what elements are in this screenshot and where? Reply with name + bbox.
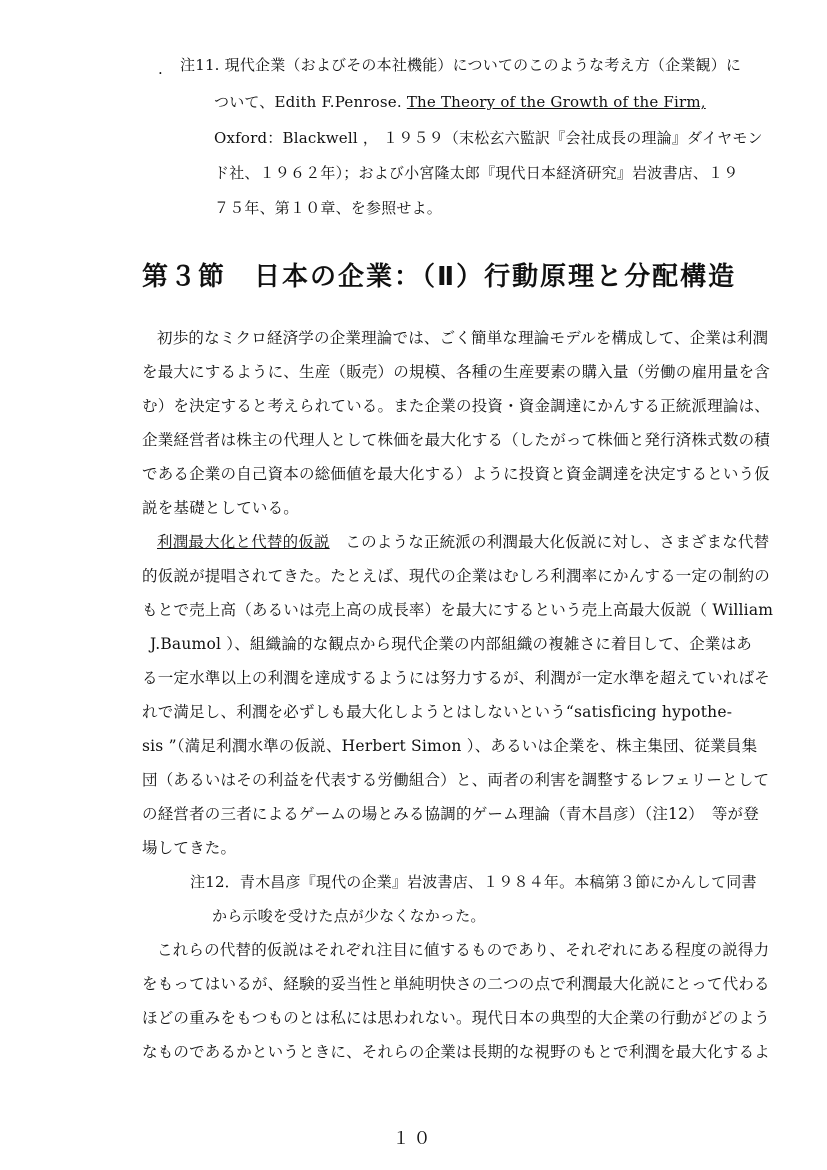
para1-line-1: 初歩的なミクロ経済学の企業理論では、ごく簡単な理論モデルを構成して、企業は利潤 xyxy=(157,329,769,347)
note11-line-4: ド社、１９６２年）；および小宮隆太郎『現代日本経済研究』岩波書店、１９ xyxy=(214,164,739,182)
section-title: 第３節 日本の企業：（Ⅱ）行動原理と分配構造 xyxy=(142,262,737,292)
page-number: １０ xyxy=(392,1129,435,1149)
para2-line-7: sis ”（満足利潤水準の仮説、Herbert Simon ）、あるいは企業を、株主集団、従業員集 xyxy=(142,737,758,755)
para2-line-2: 的仮説が提唱されてきた。たとえば、現代の企業はむしろ利潤率にかんする一定の制約の xyxy=(142,567,771,585)
note11-line-3: Oxford：Blackwell ， １９５９（末松玄六監訳『会社成長の理論』ダイヤモン xyxy=(214,129,763,147)
para3-line-2: をもってはいるが、経験的妥当性と単純明快さの二つの点で利潤最大化説にとって代わる xyxy=(142,975,770,993)
para2-line-1 xyxy=(157,532,769,552)
para2-line-6: れで満足し、利潤を必ずしも最大化しようとはしないという“satisficing hypothe- xyxy=(142,703,733,721)
para1-line-4: 企業経営者は株主の代理人として株価を最大化する（したがって株価と発行済株式数の積 xyxy=(142,431,771,449)
note11-marker: . xyxy=(158,60,163,78)
para2-line-10: 場してきた。 xyxy=(142,839,237,857)
note11-line-1: 注11. 現代企業（およびその本社機能）についてのこのような考え方（企業観）に xyxy=(180,56,742,74)
para2-line-3: もとで売上高（あるいは売上高の成長率）を最大にするという売上高最大仮説（ William xyxy=(142,601,774,619)
note11-line-2 xyxy=(214,92,706,112)
para3-line-4: なものであるかというときに、それらの企業は長期的な視野のもとで利潤を最大化するよ xyxy=(142,1043,771,1061)
para2-line-5: る一定水準以上の利潤を達成するようには努力するが、利潤が一定水準を超えていればそ xyxy=(142,669,771,687)
note12-line-1: 注12．青木昌彦『現代の企業』岩波書店、１９８４年。本稿第３節にかんして同書 xyxy=(190,873,757,891)
para3-line-3: ほどの重みをもつものとは私には思われない。現代日本の典型的大企業の行動がどのよう xyxy=(142,1009,771,1027)
para1-line-2: を最大にするように、生産（販売）の規模、各種の生産要素の購入量（労働の雇用量を含 xyxy=(142,363,771,381)
note11-book-title: The Theory of the Growth of the Firm, xyxy=(406,93,706,111)
para2-line-4: J.Baumol ）、組織論的な観点から現代企業の内部組織の複雑さに着目して、企業はあ xyxy=(150,635,753,653)
note11-line-5: ７５年、第１０章、を参照せよ。 xyxy=(214,199,443,217)
para2-heading: 利潤最大化と代替的仮説 xyxy=(157,533,330,551)
para3-line-1: これらの代替的仮説はそれぞれ注目に値するものであり、それぞれにある程度の説得力 xyxy=(157,941,770,959)
para2-line-8: 団（あるいはその利益を代表する労働組合）と、両者の利害を調整するレフェリーとして xyxy=(142,771,770,789)
para1-line-3: む）を決定すると考えられている。また企業の投資・資金調達にかんする正統派理論は、 xyxy=(142,397,771,415)
note12-line-2: から示唆を受けた点が少なくなかった。 xyxy=(212,907,486,925)
para1-line-6: 説を基礎としている。 xyxy=(142,499,300,517)
para2-line-1-text: このような正統派の利潤最大化仮説に対し、さまざまな代替 xyxy=(329,533,770,551)
para2-line-9: の経営者の三者によるゲームの場とみる協調的ゲーム理論（青木昌彦）（注12） 等が登 xyxy=(142,805,759,823)
para1-line-5: である企業の自己資本の総価値を最大化する）ように投資と資金調達を決定するという仮 xyxy=(142,465,771,483)
note11-author: ついて、Edith F.Penrose. xyxy=(214,93,407,111)
